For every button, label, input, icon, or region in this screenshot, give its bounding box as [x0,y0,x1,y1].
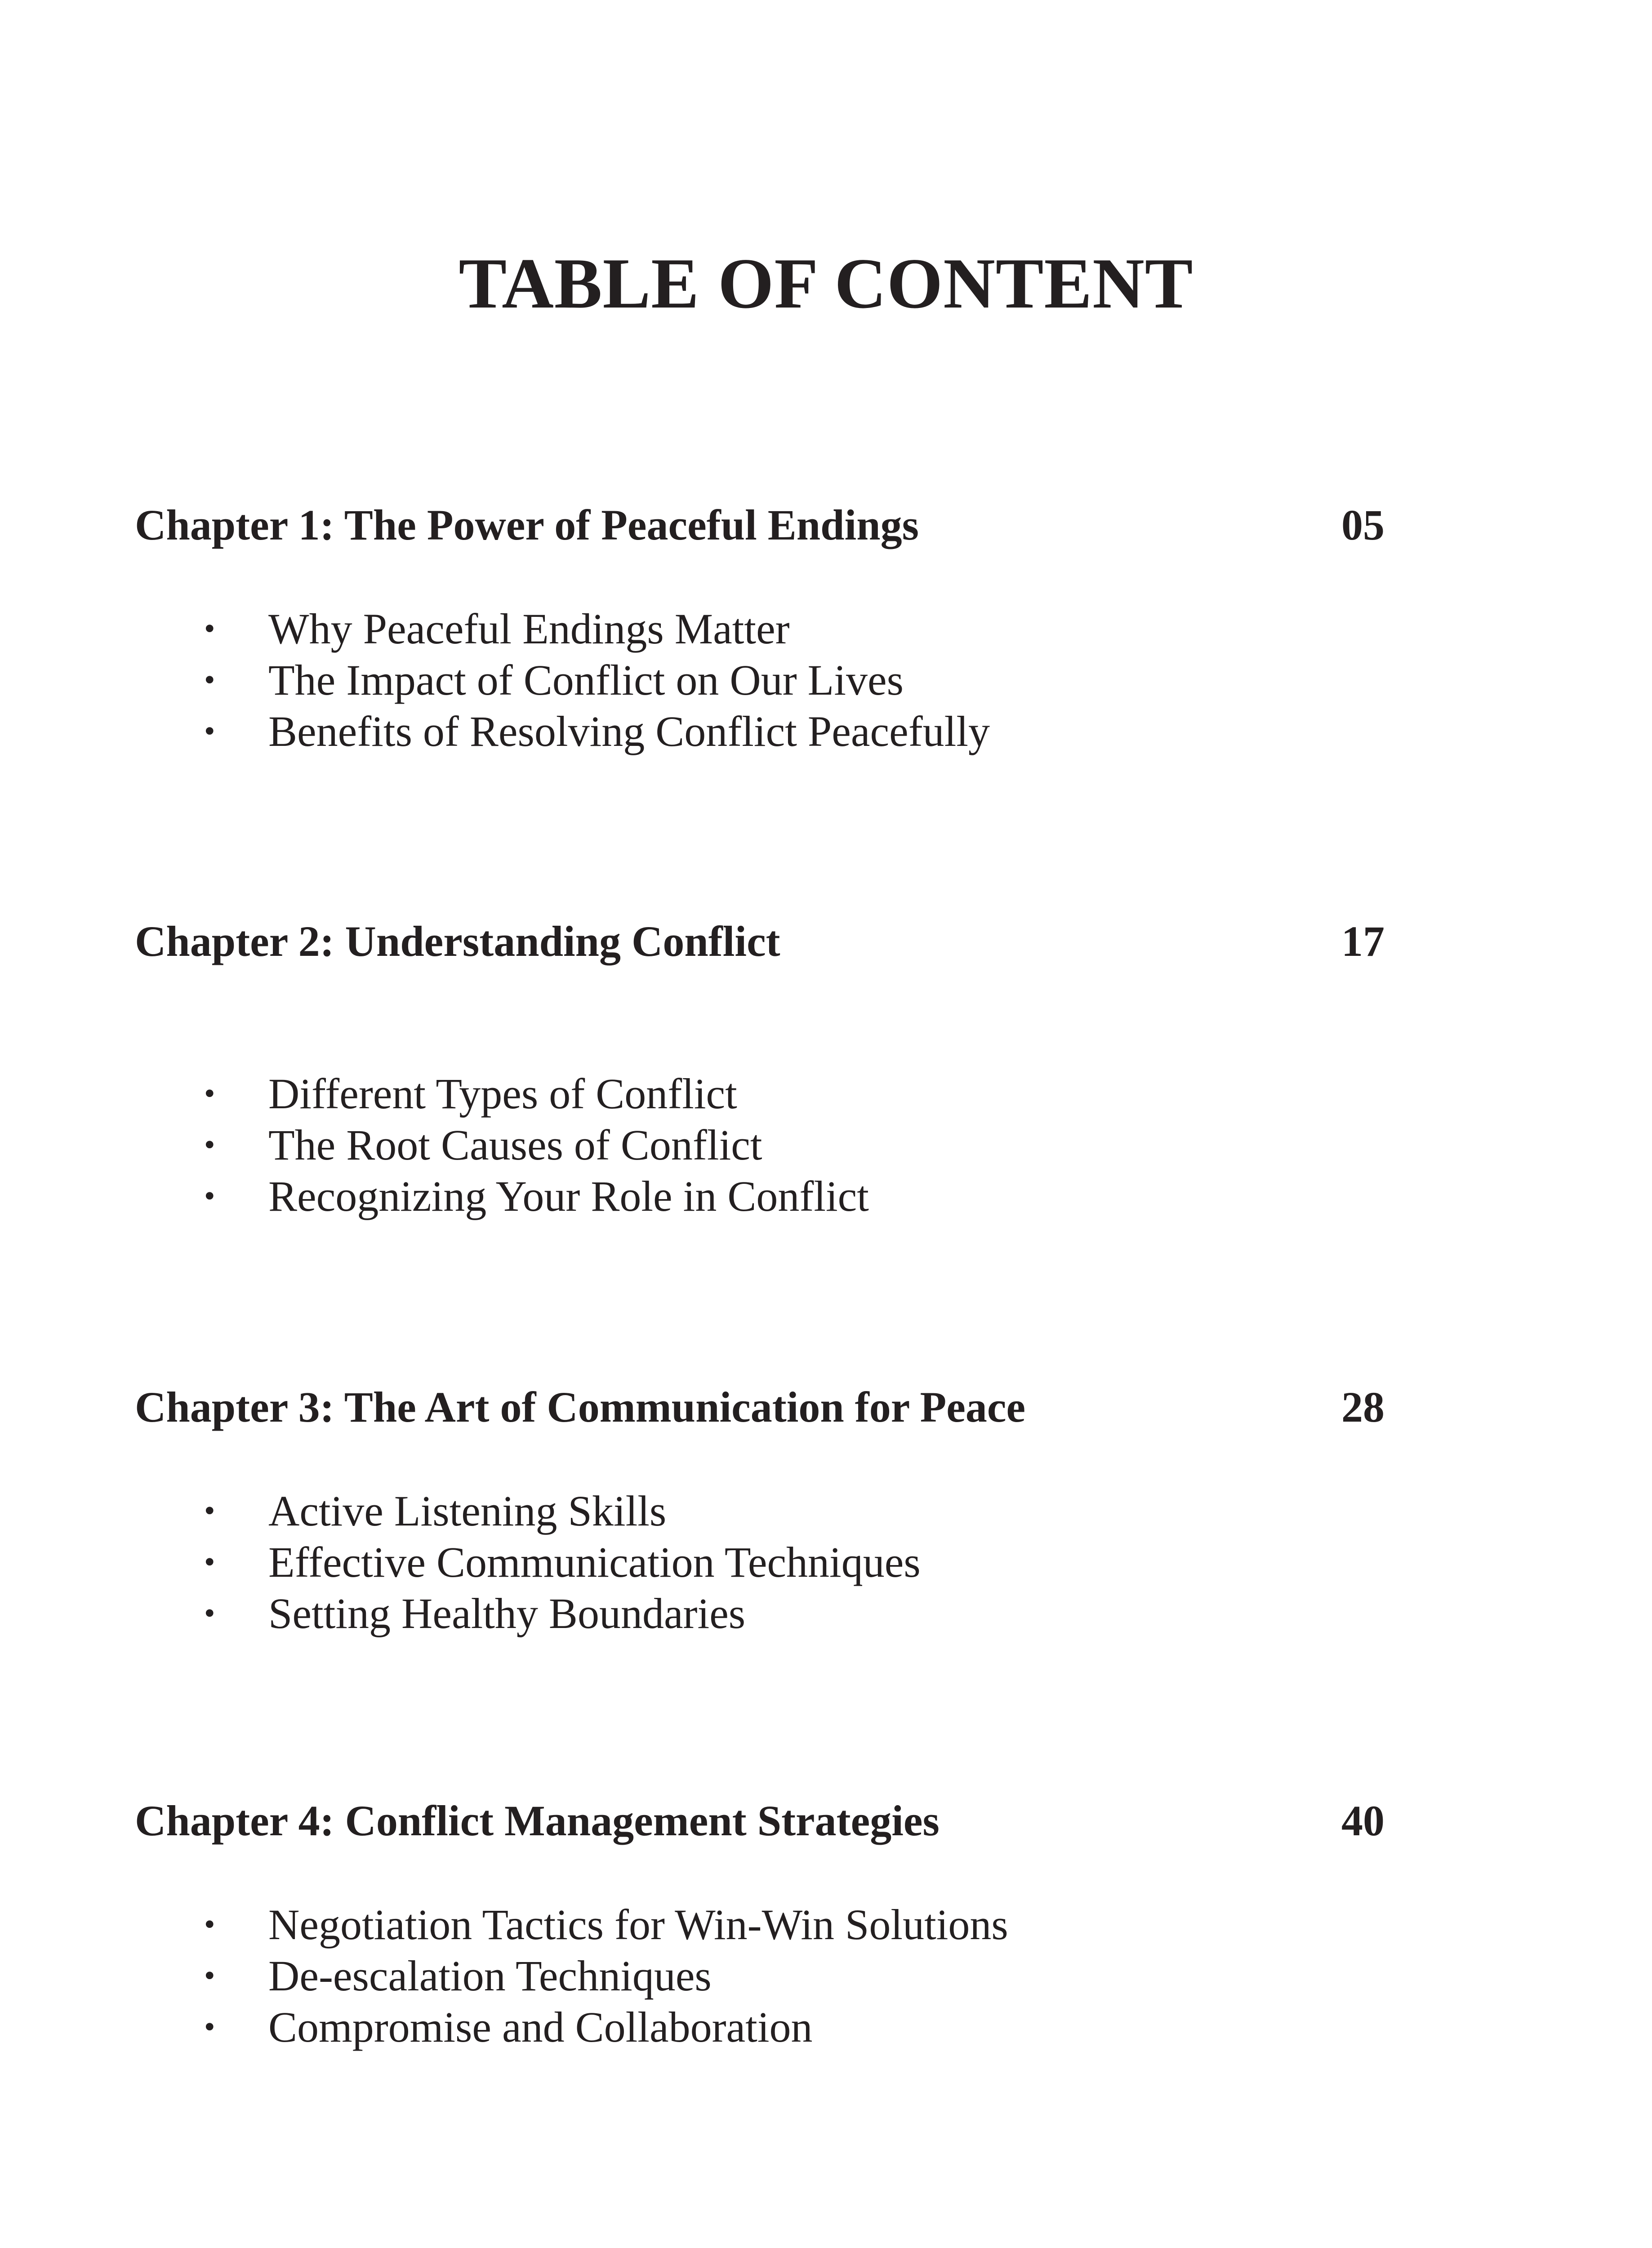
topic-label: Recognizing Your Role in Conflict [268,1172,869,1220]
bullet-icon: • [204,1958,215,1993]
topic-label: De-escalation Techniques [268,1952,712,2000]
chapter-heading [135,1794,1385,1848]
chapter-title: Chapter 4: Conflict Management Strategies [135,1797,940,1845]
topic-item [135,706,990,757]
topic-label: Benefits of Resolving Conflict Peacefully [268,707,990,755]
chapter-page-number: 40 [1341,1797,1385,1845]
topic-label: Negotiation Tactics for Win-Win Solutions [268,1900,1008,1949]
topic-item [135,1899,1008,1950]
chapter-entry-2 [135,914,1385,1220]
topic-item [135,1068,869,1120]
chapter-entry-4 [135,1794,1385,2051]
topic-list [135,1068,869,1222]
topic-item [135,1171,869,1222]
topic-item [135,655,990,706]
chapter-heading [135,498,1385,552]
topic-list [135,603,990,757]
topic-item [135,603,990,655]
topic-label: Why Peaceful Endings Matter [268,605,790,653]
bullet-icon: • [204,611,215,646]
chapter-entry-3 [135,1380,1385,1637]
topic-item [135,1537,921,1588]
topic-label: Setting Healthy Boundaries [268,1589,746,1637]
chapter-title: Chapter 1: The Power of Peaceful Endings [135,501,919,549]
topic-item [135,1950,1008,2002]
bullet-icon: • [204,663,215,697]
bullet-icon: • [204,1179,215,1213]
chapter-page-number: 28 [1341,1383,1385,1431]
chapter-title: Chapter 2: Understanding Conflict [135,917,780,965]
topic-item [135,1120,869,1171]
topic-label: The Root Causes of Conflict [268,1121,762,1169]
page-title: TABLE OF CONTENT [459,243,1193,323]
topic-label: Compromise and Collaboration [268,2003,813,2051]
chapter-entry-1 [135,498,1385,755]
topic-label: Different Types of Conflict [268,1070,737,1118]
topic-item [135,1588,921,1639]
topic-item [135,2002,1008,2053]
topic-label: Active Listening Skills [268,1487,667,1535]
chapter-page-number: 05 [1341,501,1385,549]
bullet-icon: • [204,1596,215,1631]
bullet-icon: • [204,1907,215,1942]
bullet-icon: • [204,714,215,749]
topic-label: Effective Communication Techniques [268,1538,921,1586]
bullet-icon: • [204,1076,215,1111]
topic-list [135,1899,1008,2053]
topic-label: The Impact of Conflict on Our Lives [268,656,904,704]
chapter-page-number: 17 [1341,917,1385,965]
chapter-title: Chapter 3: The Art of Communication for Peace [135,1383,1026,1431]
topic-list [135,1485,921,1639]
chapter-heading [135,1380,1385,1434]
bullet-icon: • [204,1545,215,1579]
bullet-icon: • [204,1494,215,1528]
bullet-icon: • [204,1128,215,1162]
topic-item [135,1485,921,1537]
bullet-icon: • [204,2010,215,2044]
chapter-heading [135,914,1385,968]
